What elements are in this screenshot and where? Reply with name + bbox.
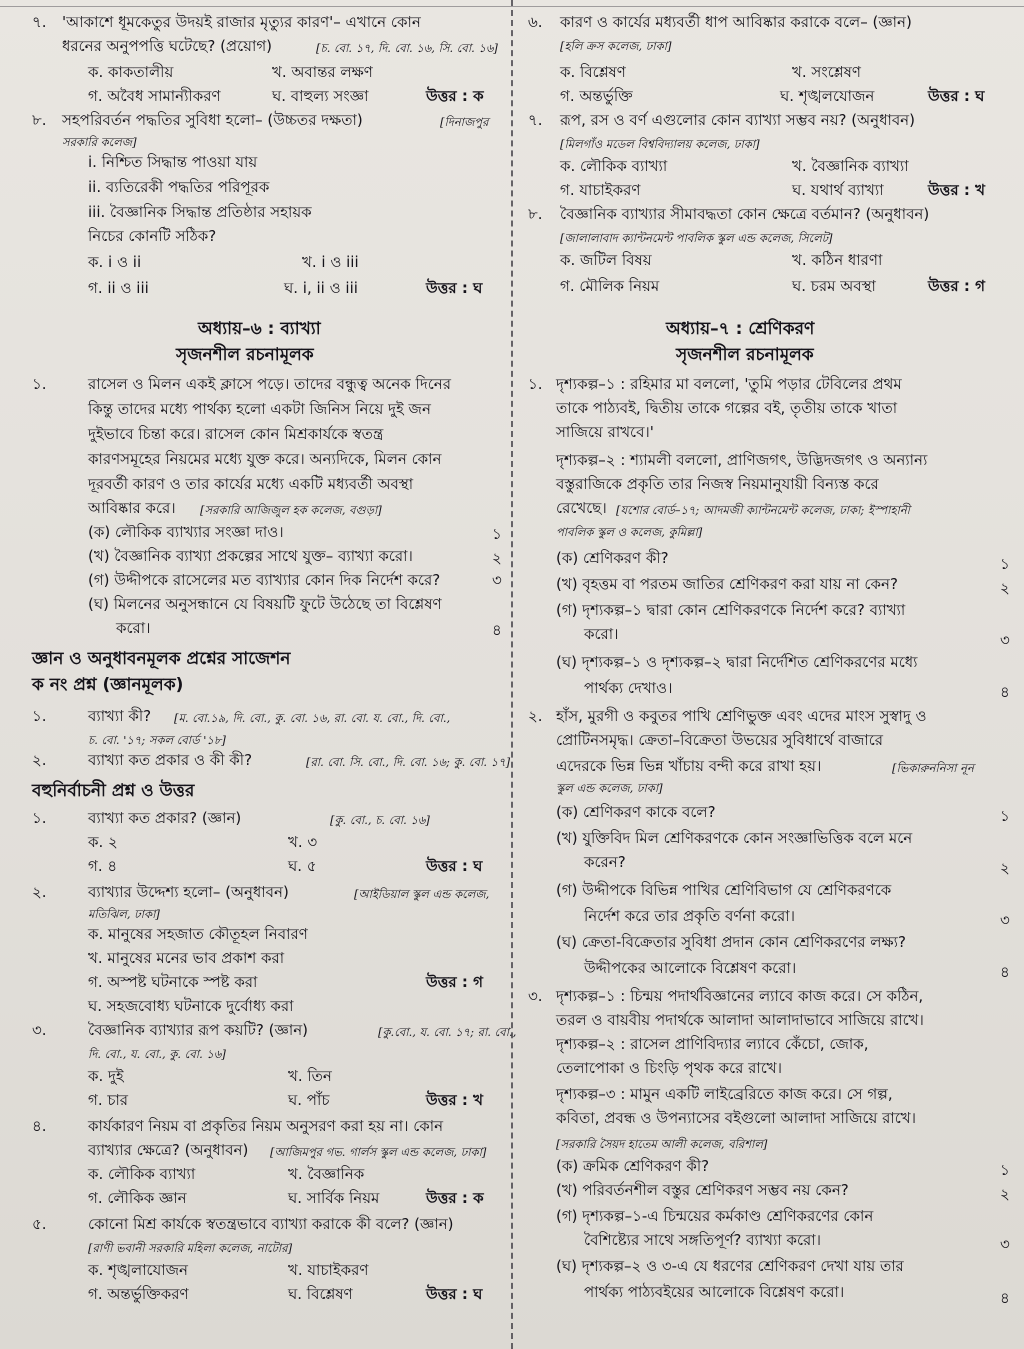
sub-question-kha: (খ) বৈজ্ঞানিক ব্যাখ্যা প্রকল্পের সাথে যুক্ত– ব্যাখ্যা করো। [88, 547, 413, 565]
stimulus-text: কিন্তু তাদের মধ্যে পার্থক্য হলো একটা জিনিস নিয়ে দুই জন [88, 400, 431, 418]
sub-question-ka: (ক) লৌকিক ব্যাখ্যার সংজ্ঞা দাও। [88, 523, 284, 541]
question-number: ৪. [32, 1117, 47, 1135]
source-citation: [মিলগাঁও মডেল বিশ্ববিদ্যালয় কলেজ, ঢাকা] [560, 137, 760, 151]
stimulus-text: দুইভাবে চিন্তা করে। রাসেল কোন মিশ্রকার্যকে স্বতন্ত্র [88, 425, 384, 443]
marks: ১ [492, 525, 502, 543]
question-text: ব্যাখ্যার ক্ষেত্রে? (অনুধাবন) [88, 1141, 249, 1159]
question-text: সহপরিবর্তন পদ্ধতির সুবিধা হলো– (উচ্চতর দক্ষতা) [62, 111, 363, 129]
marks: ২ [492, 549, 502, 567]
section-title: সৃজনশীল রচনামূলক [676, 345, 814, 365]
section-title: সৃজনশীল রচনামূলক [176, 345, 314, 365]
option-a: ক. কাকতালীয় [88, 63, 174, 81]
option-a: ক. বিশ্লেষণ [560, 63, 626, 81]
question-number: ৩. [32, 1021, 47, 1039]
option-a: ক. দুই [88, 1067, 124, 1085]
statement-i: i. নিশ্চিত সিদ্ধান্ত পাওয়া যায় [88, 153, 258, 171]
option-b: খ. অবান্তর লক্ষণ [272, 63, 373, 81]
marks: ৩ [1000, 631, 1010, 649]
marks: ৪ [492, 621, 502, 639]
source-citation: [রা. বো. সি. বো., দি. বো. ১৬; কু. বো. ১৭] [306, 755, 511, 769]
option-b: খ. বৈজ্ঞানিক ব্যাখ্যা [792, 157, 909, 175]
option-d: ঘ. যথার্থ ব্যাখ্যা [792, 181, 884, 199]
option-a: ক. ২ [88, 833, 118, 851]
stimulus-text: দৃশ্যকল্প–২ : শ্যামলী বললো, প্রাণিজগৎ, উদ্ভিদজগৎ ও অন্যান্য [556, 451, 928, 469]
option-a: ক. শৃঙ্খলাযোজন [88, 1261, 188, 1279]
source-citation: স্কুল এন্ড কলেজ, ঢাকা] [556, 781, 663, 795]
question-number: ২. [32, 751, 47, 769]
chapter-title: অধ্যায়–৬ : ব্যাখ্যা [198, 319, 321, 339]
source-citation: [ম. বো.১৯, দি. বো., কু. বো. ১৬, রা. বো. য. বো., দি. বো., [174, 711, 451, 725]
stimulus-text: প্রোটিনসমৃদ্ধ। ক্রেতা–বিক্রেতা উভয়ের সুবিধার্থে বাজারে [556, 731, 884, 749]
option-a: ক. লৌকিক ব্যাখ্যা [88, 1165, 196, 1183]
sub-question-gha: উদ্দীপকের আলোকে বিশ্লেষণ করো। [584, 959, 797, 977]
answer-label: উত্তর : ঘ [928, 87, 985, 105]
option-b: খ. বৈজ্ঞানিক [288, 1165, 365, 1183]
source-citation: [সরকারি আজিজুল হক কলেজ, বগুড়া] [200, 503, 382, 517]
stimulus-text: তরল ও বায়বীয় পদার্থকে আলাদা আলাদাভাবে সাজিয়ে রাখে। [556, 1011, 924, 1029]
option-d: ঘ. ৫ [288, 857, 317, 875]
option-c: গ. অন্তর্ভুক্তি [560, 87, 633, 105]
column-divider [511, 0, 514, 1349]
marks: ১ [1000, 555, 1010, 573]
sub-question-gha: (ঘ) মিলনের অনুসন্ধানে যে বিষয়টি ফুটে উঠেছে তা বিশ্লেষণ [88, 595, 442, 613]
stimulus-text: দৃশ্যকল্প–১ : রহিমার মা বললো, 'তুমি পড়ার টেবিলের প্রথম [556, 375, 902, 393]
stimulus-text: রাসেল ও মিলন একই ক্লাসে পড়ে। তাদের বন্ধুত্ব অনেক দিনের [88, 375, 451, 393]
marks: ২ [1000, 859, 1010, 877]
stimulus-text: আবিষ্কার করে। [88, 499, 176, 517]
marks: ২ [1000, 579, 1010, 597]
option-d: ঘ. চরম অবস্থা [792, 277, 876, 295]
option-a: ক. জটিল বিষয় [560, 251, 652, 269]
marks: ১ [1000, 807, 1010, 825]
option-d: ঘ. শৃঙ্খলযোজন [780, 87, 875, 105]
stimulus-text: দৃশ্যকল্প–৩ : মামুন একটি লাইব্রেরিতে কাজ করে। সে গল্প, [556, 1085, 893, 1103]
stimulus-text: এদেরকে ভিন্ন ভিন্ন খাঁচায় বন্দী করে রাখা হয়। [556, 757, 822, 775]
chapter-title: অধ্যায়–৭ : শ্রেণিকরণ [666, 319, 815, 339]
statement-iii: iii. বৈজ্ঞানিক সিদ্ধান্ত প্রতিষ্ঠার সহায়ক [88, 203, 312, 221]
question-text: ব্যাখ্যার উদ্দেশ্য হলো– (অনুধাবন) [88, 883, 289, 901]
sub-question-ga: (গ) উদ্দীপকে বিভিন্ন পাখির শ্রেণিবিভাগ যে শ্রেণিকরণকে [556, 881, 892, 899]
source-citation: চ. বো. '১৭; সকল বোর্ড '১৮] [88, 733, 226, 747]
statement-ii: ii. ব্যতিরেকী পদ্ধতির পরিপূরক [88, 178, 270, 196]
question-text: কারণ ও কার্যের মধ্যবর্তী ধাপ আবিষ্কার করাকে বলে– (জ্ঞান) [560, 13, 912, 31]
marks: ৩ [1000, 1235, 1010, 1253]
source-citation: [আইডিয়াল স্কুল এন্ড কলেজ, [354, 887, 490, 901]
question-text: 'আকাশে ধূমকেতুর উদয়ই রাজার মৃত্যুর কারণ'– এখানে কোন [62, 13, 421, 31]
question-number: ৬. [528, 13, 543, 31]
marks: ৩ [1000, 911, 1010, 929]
stimulus-text: দূরবর্তী কারণ ও তার কার্যের মধ্যে একটি মধ্যবর্তী অবস্থা [88, 475, 414, 493]
source-citation: [জালালাবাদ ক্যান্টনমেন্ট পাবলিক স্কুল এন্ড কলেজ, সিলেট] [560, 231, 833, 245]
option-c: গ. লৌকিক জ্ঞান [88, 1189, 187, 1207]
sub-question-ga: করো। [584, 625, 619, 643]
source-citation: [দিনাজপুর [440, 115, 489, 129]
source-citation: [চ. বো. ১৭, দি. বো. ১৬, সি. বো. ১৬] [316, 41, 498, 55]
sub-question-gha: করো। [116, 619, 151, 637]
source-citation: [কু. বো., চ. বো. ১৬] [330, 813, 430, 827]
answer-label: উত্তর : খ [426, 1091, 483, 1109]
sub-question-ga: (গ) দৃশ্যকল্প–১-এ চিন্ময়ের কর্মকাণ্ড শ্রেণিকরণের কোন [556, 1207, 874, 1225]
marks: ১ [1000, 1161, 1010, 1179]
sub-question-kha: (খ) যুক্তিবিদ মিল শ্রেণিকরণকে কোন সংজ্ঞাভিত্তিক বলে মনে [556, 829, 913, 847]
answer-label: উত্তর : ক [426, 1189, 484, 1207]
stimulus-text: তাকে পাঠ্যবই, দ্বিতীয় তাকে গল্পের বই, তৃতীয় তাকে খাতা [556, 399, 898, 417]
option-d: ঘ. সহজবোধ্য ঘটনাকে দুর্বোধ্য করা [88, 997, 294, 1015]
option-c: গ. অন্তর্ভুক্তিকরণ [88, 1285, 189, 1303]
option-d: ঘ. বিশ্লেষণ [288, 1285, 353, 1303]
source-citation: পাবলিক স্কুল ও কলেজ, কুমিল্লা] [556, 525, 703, 539]
sub-question-ka: (ক) শ্রেণিকরণ কী? [556, 549, 669, 567]
stimulus-text: বস্তুরাজিকে প্রকৃতি তার নিজস্ব নিয়মানুযায়ী বিন্যস্ত করে [556, 475, 879, 493]
sub-question-ga: নির্দেশ করে তার প্রকৃতি বর্ণনা করো। [584, 907, 795, 925]
question-text: রূপ, রস ও বর্ণ এগুলোর কোন ব্যাখ্যা সম্ভব নয়? (অনুধাবন) [560, 111, 915, 129]
question-number: ১. [528, 375, 543, 393]
question-text: ধরনের অনুপপত্তি ঘটেছে? (প্রয়োগ) [62, 37, 273, 55]
option-d: ঘ. i, ii ও iii [284, 279, 358, 297]
sub-question-ka: (ক) শ্রেণিকরণ কাকে বলে? [556, 803, 716, 821]
stimulus-text: দৃশ্যকল্প–২ : রাসেল প্রাণিবিদ্যার ল্যাবে কেঁচো, জোক, [556, 1035, 869, 1053]
right-column [516, 0, 1024, 1349]
question-number: ১. [32, 707, 47, 725]
stimulus-text: সাজিয়ে রাখবে।' [556, 423, 654, 441]
sub-question-kha: (খ) পরিবর্তনশীল বস্তুর শ্রেণিকরণ সম্ভব নয় কেন? [556, 1181, 849, 1199]
stimulus-text: কবিতা, প্রবন্ধ ও উপন্যাসের বইগুলো আলাদা সাজিয়ে রাখে। [556, 1109, 916, 1127]
option-b: খ. তিন [288, 1067, 332, 1085]
option-a: ক. লৌকিক ব্যাখ্যা [560, 157, 668, 175]
option-b: খ. সংশ্লেষণ [792, 63, 861, 81]
question-text: বৈজ্ঞানিক ব্যাখ্যার রূপ কয়টি? (জ্ঞান) [88, 1021, 309, 1039]
question-number: ২. [32, 883, 47, 901]
source-citation: [ভিকারুননিসা নূন [892, 761, 974, 775]
answer-label: উত্তর : ঘ [426, 279, 483, 297]
sub-question-ga: (গ) উদ্দীপকে রাসেলের মত ব্যাখ্যার কোন দিক নির্দেশ করে? [88, 571, 441, 589]
question-number: ৩. [528, 987, 543, 1005]
question-text: কোনো মিশ্র কার্যকে স্বতন্ত্রভাবে ব্যাখ্যা করাকে কী বলে? (জ্ঞান) [88, 1215, 454, 1233]
question-text: ব্যাখ্যা কী? [88, 707, 152, 725]
question-text: ব্যাখ্যা কত প্রকার ও কী কী? [88, 751, 253, 769]
question-number: ২. [528, 707, 543, 725]
source-citation: [যশোর বোর্ড–১৭; আদমজী ক্যান্টনমেন্ট কলেজ, ঢাকা; ইস্পাহানী [616, 503, 910, 517]
question-number: ৮. [32, 111, 47, 129]
sub-question-gha: পার্থক্য দেখাও। [584, 679, 673, 697]
question-number: ৮. [528, 205, 543, 223]
option-c: গ. চার [88, 1091, 129, 1109]
option-d: ঘ. বাহুল্য সংজ্ঞা [272, 87, 369, 105]
answer-label: উত্তর : ঘ [426, 1285, 483, 1303]
marks: ২ [1000, 1185, 1010, 1203]
option-b: খ. i ও iii [302, 253, 359, 271]
option-b: খ. কঠিন ধারণা [792, 251, 883, 269]
marks: ৪ [1000, 963, 1010, 981]
question-number: ৭. [528, 111, 543, 129]
source-citation: মতিঝিল, ঢাকা] [88, 907, 160, 921]
stimulus-text: কারণসমূহের নিয়মের মধ্যে যুক্ত করে। অন্যদিকে, মিলন কোন [88, 450, 442, 468]
sub-question-gha: (ঘ) দৃশ্যকল্প–১ ও দৃশ্যকল্প–২ দ্বারা নির্দেশিত শ্রেণিকরণের মধ্যে [556, 653, 918, 671]
sub-question-ga: বৈশিষ্ট্যের সাথে সঙ্গতিপূর্ণ? ব্যাখ্যা করো। [584, 1231, 821, 1249]
question-prompt: নিচের কোনটি সঠিক? [88, 227, 217, 245]
source-citation: [সরকারি সৈয়দ হাতেম আলী কলেজ, বরিশাল] [556, 1137, 768, 1151]
answer-label: উত্তর : ক [426, 87, 484, 105]
stimulus-text: তেলাপোকা ও চিংড়ি পৃথক করে রাখে। [556, 1059, 782, 1077]
option-c: গ. মৌলিক নিয়ম [560, 277, 660, 295]
question-text: বৈজ্ঞানিক ব্যাখ্যার সীমাবদ্ধতা কোন ক্ষেত্রে বর্তমান? (অনুধাবন) [560, 205, 930, 223]
marks: ৪ [1000, 1289, 1010, 1307]
source-citation: [কু.বো., য. বো. ১৭; রা. বো., [378, 1025, 517, 1039]
source-citation: [হলি ক্রস কলেজ, ঢাকা] [560, 39, 672, 53]
answer-label: উত্তর : খ [928, 181, 985, 199]
marks: ৪ [1000, 683, 1010, 701]
question-number: ১. [32, 809, 47, 827]
option-c: গ. ৪ [88, 857, 118, 875]
question-text: ব্যাখ্যা কত প্রকার? (জ্ঞান) [88, 809, 242, 827]
source-citation: দি. বো., য. বো., কু. বো. ১৬] [88, 1047, 226, 1061]
option-c: গ. যাচাইকরণ [560, 181, 641, 199]
source-citation: [আজিমপুর গভ. গার্লস স্কুল এন্ড কলেজ, ঢাকা] [270, 1145, 487, 1159]
stimulus-text: দৃশ্যকল্প–১ : চিন্ময় পদার্থবিজ্ঞানের ল্যাবে কাজ করে। সে কঠিন, [556, 987, 924, 1005]
stimulus-text: রেখেছে। [556, 499, 607, 517]
section-title: জ্ঞান ও অনুধাবনমূলক প্রশ্নের সাজেশন [32, 649, 291, 669]
answer-label: উত্তর : ঘ [426, 857, 483, 875]
sub-question-gha: (ঘ) ক্রেতা-বিক্রেতার সুবিধা প্রদান কোন শ্রেণিকরণের লক্ষ্য? [556, 933, 906, 951]
question-number: ১. [32, 375, 47, 393]
sub-question-gha: (ঘ) দৃশ্যকল্প–২ ও ৩-এ যে ধরণের শ্রেণিকরণ দেখা যায় তার [556, 1257, 904, 1275]
source-citation: [রাণী ভবানী সরকারি মহিলা কলেজ, নাটোর] [88, 1241, 293, 1255]
section-title: বহুনির্বাচনী প্রশ্ন ও উত্তর [32, 781, 195, 801]
option-c: গ. ii ও iii [88, 279, 149, 297]
answer-label: উত্তর : গ [426, 973, 483, 991]
sub-question-ga: (গ) দৃশ্যকল্প–১ দ্বারা কোন শ্রেণিকরণকে নির্দেশ করে? ব্যাখ্যা [556, 601, 906, 619]
option-c: গ. অবৈধ সামান্যীকরণ [88, 87, 221, 105]
section-subtitle: ক নং প্রশ্ন (জ্ঞানমূলক) [32, 675, 184, 695]
option-b: খ. মানুষের মনের ভাব প্রকাশ করা [88, 949, 285, 967]
sub-question-kha: (খ) বৃহত্তম বা পরতম জাতির শ্রেণিকরণ করা যায় না কেন? [556, 575, 898, 593]
option-a: ক. i ও ii [88, 253, 142, 271]
sub-question-gha: পার্থক্য পাঠ্যবইয়ের আলোকে বিশ্লেষণ করো। [584, 1283, 845, 1301]
question-number: ৫. [32, 1215, 47, 1233]
option-c: গ. অস্পষ্ট ঘটনাকে স্পষ্ট করা [88, 973, 258, 991]
sub-question-kha: করেন? [584, 853, 626, 871]
option-d: ঘ. সার্বিক নিয়ম [288, 1189, 380, 1207]
answer-label: উত্তর : গ [928, 277, 985, 295]
source-citation: সরকারি কলেজ] [62, 135, 137, 149]
option-b: খ. ৩ [288, 833, 318, 851]
marks: ৩ [492, 571, 502, 589]
sub-question-ka: (ক) ক্রমিক শ্রেণিকরণ কী? [556, 1157, 710, 1175]
option-b: খ. যাচাইকরণ [288, 1261, 369, 1279]
option-a: ক. মানুষের সহজাত কৌতূহল নিবারণ [88, 925, 308, 943]
question-number: ৭. [32, 13, 47, 31]
option-d: ঘ. পাঁচ [288, 1091, 330, 1109]
stimulus-text: হাঁস, মুরগী ও কবুতর পাখি শ্রেণিভুক্ত এবং এদের মাংস সুস্বাদু ও [556, 707, 927, 725]
question-text: কার্যকারণ নিয়ম বা প্রকৃতির নিয়ম অনুসরণ করা হয় না। কোন [88, 1117, 444, 1135]
